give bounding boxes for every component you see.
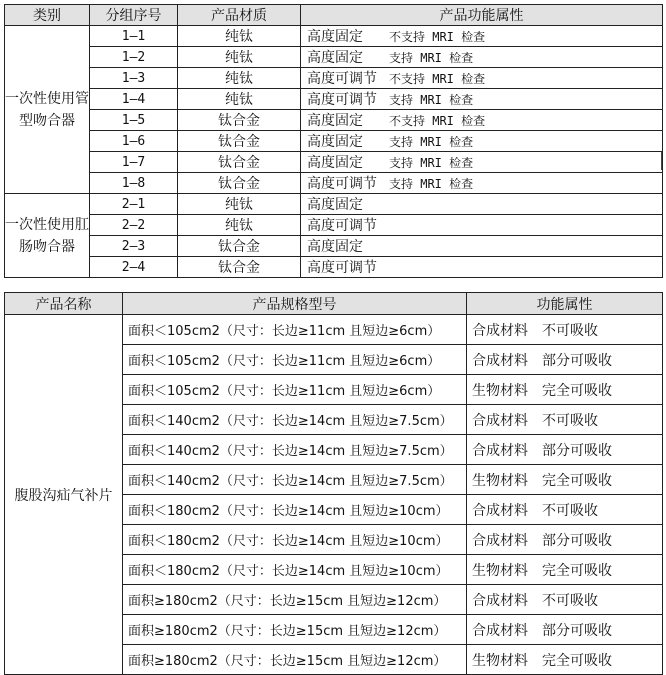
mesh-table-header	[5, 293, 663, 315]
header-product-name: 产品名称	[5, 293, 123, 315]
function-attr-cell	[467, 405, 663, 435]
mri-attr: 支持 MRI 检查	[389, 135, 474, 149]
function-attr-cell	[467, 315, 663, 345]
header-material: 产品材质	[178, 5, 301, 26]
mri-attr: 支持 MRI 检查	[389, 177, 474, 191]
height-attr: 高度可调节	[307, 71, 377, 87]
mri-attr: 不支持 MRI 检查	[389, 30, 486, 44]
height-attr: 高度可调节	[307, 260, 377, 276]
function-cell	[301, 173, 663, 194]
height-attr: 高度固定	[307, 197, 363, 213]
mri-attr: 支持 MRI 检查	[389, 51, 474, 65]
spec-cell: 面积＜180cm2（尺寸：长边≥14cm 且短边≥10cm）	[123, 525, 467, 555]
absorb-attr: 不可吸收	[542, 592, 598, 609]
table-row	[5, 215, 663, 236]
height-attr: 高度可调节	[307, 176, 377, 192]
material-cell: 钛合金	[178, 173, 301, 194]
function-attr-cell	[467, 465, 663, 495]
material-cell: 钛合金	[178, 236, 301, 257]
group-code-cell: 2—3	[90, 236, 178, 257]
group-code-cell: 1—3	[90, 68, 178, 89]
header-category: 类别	[5, 5, 90, 26]
spec-cell: 面积＜140cm2（尺寸：长边≥14cm 且短边≥7.5cm）	[123, 435, 467, 465]
function-attr-cell	[467, 525, 663, 555]
height-attr: 高度固定	[307, 29, 363, 45]
table-row	[5, 131, 663, 152]
group-code-cell: 1—7	[90, 152, 178, 173]
absorb-attr: 完全可吸收	[542, 562, 612, 579]
material-cell: 钛合金	[178, 257, 301, 278]
material-type: 合成材料	[472, 442, 528, 459]
material-cell: 钛合金	[178, 131, 301, 152]
material-type: 合成材料	[472, 412, 528, 429]
material-cell: 纯钛	[178, 89, 301, 110]
material-cell: 纯钛	[178, 47, 301, 68]
table-row	[5, 194, 663, 215]
spec-cell: 面积＜140cm2（尺寸：长边≥14cm 且短边≥7.5cm）	[123, 405, 467, 435]
header-function: 产品功能属性	[301, 5, 663, 26]
function-attr-cell	[467, 555, 663, 585]
height-attr: 高度固定	[307, 113, 363, 129]
material-cell: 纯钛	[178, 26, 301, 47]
header-group-no: 分组序号	[90, 5, 178, 26]
function-cell	[301, 47, 663, 68]
height-attr: 高度固定	[307, 134, 363, 150]
function-cell	[301, 131, 663, 152]
spec-cell: 面积≥180cm2（尺寸：长边≥15cm 且短边≥12cm）	[123, 615, 467, 645]
function-attr-cell	[467, 615, 663, 645]
group-code-cell: 2—1	[90, 194, 178, 215]
absorb-attr: 部分可吸收	[542, 532, 612, 549]
material-cell: 钛合金	[178, 110, 301, 131]
group-code-cell: 1—6	[90, 131, 178, 152]
spec-cell: 面积≥180cm2（尺寸：长边≥15cm 且短边≥12cm）	[123, 645, 467, 675]
material-type: 合成材料	[472, 322, 528, 339]
group-code-cell: 2—4	[90, 257, 178, 278]
function-attr-cell	[467, 345, 663, 375]
height-attr: 高度固定	[307, 155, 363, 171]
function-cell	[301, 89, 663, 110]
mri-attr: 支持 MRI 检查	[389, 156, 474, 170]
spec-cell: 面积＜105cm2（尺寸：长边≥11cm 且短边≥6cm）	[123, 345, 467, 375]
absorb-attr: 完全可吸收	[542, 472, 612, 489]
function-cell	[301, 215, 663, 236]
table-row	[5, 47, 663, 68]
group-code-cell: 1—5	[90, 110, 178, 131]
product-name-cell: 腹股沟疝气补片	[5, 315, 123, 675]
table-row	[5, 110, 663, 131]
height-attr: 高度固定	[307, 50, 363, 66]
function-attr-cell	[467, 645, 663, 675]
spec-cell: 面积＜105cm2（尺寸：长边≥11cm 且短边≥6cm）	[123, 315, 467, 345]
function-cell	[301, 194, 663, 215]
table-row	[5, 68, 663, 89]
absorb-attr: 完全可吸收	[542, 382, 612, 399]
material-cell: 纯钛	[178, 215, 301, 236]
function-attr-cell	[467, 435, 663, 465]
function-attr-cell	[467, 375, 663, 405]
mri-attr: 不支持 MRI 检查	[389, 72, 486, 86]
table-row	[5, 173, 663, 194]
mri-attr: 支持 MRI 检查	[389, 93, 474, 107]
material-cell: 纯钛	[178, 68, 301, 89]
header-function-attr: 功能属性	[467, 293, 663, 315]
material-type: 生物材料	[472, 562, 528, 579]
function-attr-cell	[467, 495, 663, 525]
mri-attr: 不支持 MRI 检查	[389, 114, 486, 128]
material-type: 生物材料	[472, 652, 528, 669]
category-cell: 一次性使用肛肠吻合器	[5, 194, 90, 278]
group-code-cell: 2—2	[90, 215, 178, 236]
absorb-attr: 完全可吸收	[542, 652, 612, 669]
table-row	[5, 89, 663, 110]
table-row	[5, 152, 663, 173]
group-code-cell: 1—4	[90, 89, 178, 110]
spec-cell: 面积＜180cm2（尺寸：长边≥14cm 且短边≥10cm）	[123, 495, 467, 525]
function-cell	[301, 152, 663, 173]
material-type: 生物材料	[472, 382, 528, 399]
absorb-attr: 部分可吸收	[542, 442, 612, 459]
function-cell	[301, 236, 663, 257]
material-cell: 纯钛	[178, 194, 301, 215]
table-row	[5, 315, 663, 345]
height-attr: 高度可调节	[307, 218, 377, 234]
function-cell	[301, 110, 663, 131]
material-type: 合成材料	[472, 532, 528, 549]
spec-cell: 面积＜180cm2（尺寸：长边≥14cm 且短边≥10cm）	[123, 555, 467, 585]
material-cell: 钛合金	[178, 152, 301, 173]
spec-cell: 面积≥180cm2（尺寸：长边≥15cm 且短边≥12cm）	[123, 585, 467, 615]
function-cell	[301, 257, 663, 278]
material-type: 合成材料	[472, 622, 528, 639]
material-type: 合成材料	[472, 502, 528, 519]
table-row	[5, 236, 663, 257]
absorb-attr: 部分可吸收	[542, 622, 612, 639]
stapler-table-header	[5, 5, 663, 26]
height-attr: 高度可调节	[307, 92, 377, 108]
table-row	[5, 257, 663, 278]
mesh-table	[4, 292, 663, 675]
material-type: 合成材料	[472, 592, 528, 609]
table-row	[5, 26, 663, 47]
group-code-cell: 1—8	[90, 173, 178, 194]
group-code-cell: 1—2	[90, 47, 178, 68]
function-attr-cell	[467, 585, 663, 615]
spec-cell: 面积＜105cm2（尺寸：长边≥11cm 且短边≥6cm）	[123, 375, 467, 405]
absorb-attr: 不可吸收	[542, 412, 598, 429]
header-spec: 产品规格型号	[123, 293, 467, 315]
stapler-table	[4, 4, 663, 278]
absorb-attr: 不可吸收	[542, 322, 598, 339]
material-type: 生物材料	[472, 472, 528, 489]
function-cell	[301, 26, 663, 47]
function-cell	[301, 68, 663, 89]
spec-cell: 面积＜140cm2（尺寸：长边≥14cm 且短边≥7.5cm）	[123, 465, 467, 495]
height-attr: 高度固定	[307, 239, 363, 255]
group-code-cell: 1—1	[90, 26, 178, 47]
absorb-attr: 不可吸收	[542, 502, 598, 519]
category-cell: 一次性使用管型吻合器	[5, 26, 90, 194]
cursor-marker	[661, 152, 662, 170]
absorb-attr: 部分可吸收	[542, 352, 612, 369]
material-type: 合成材料	[472, 352, 528, 369]
